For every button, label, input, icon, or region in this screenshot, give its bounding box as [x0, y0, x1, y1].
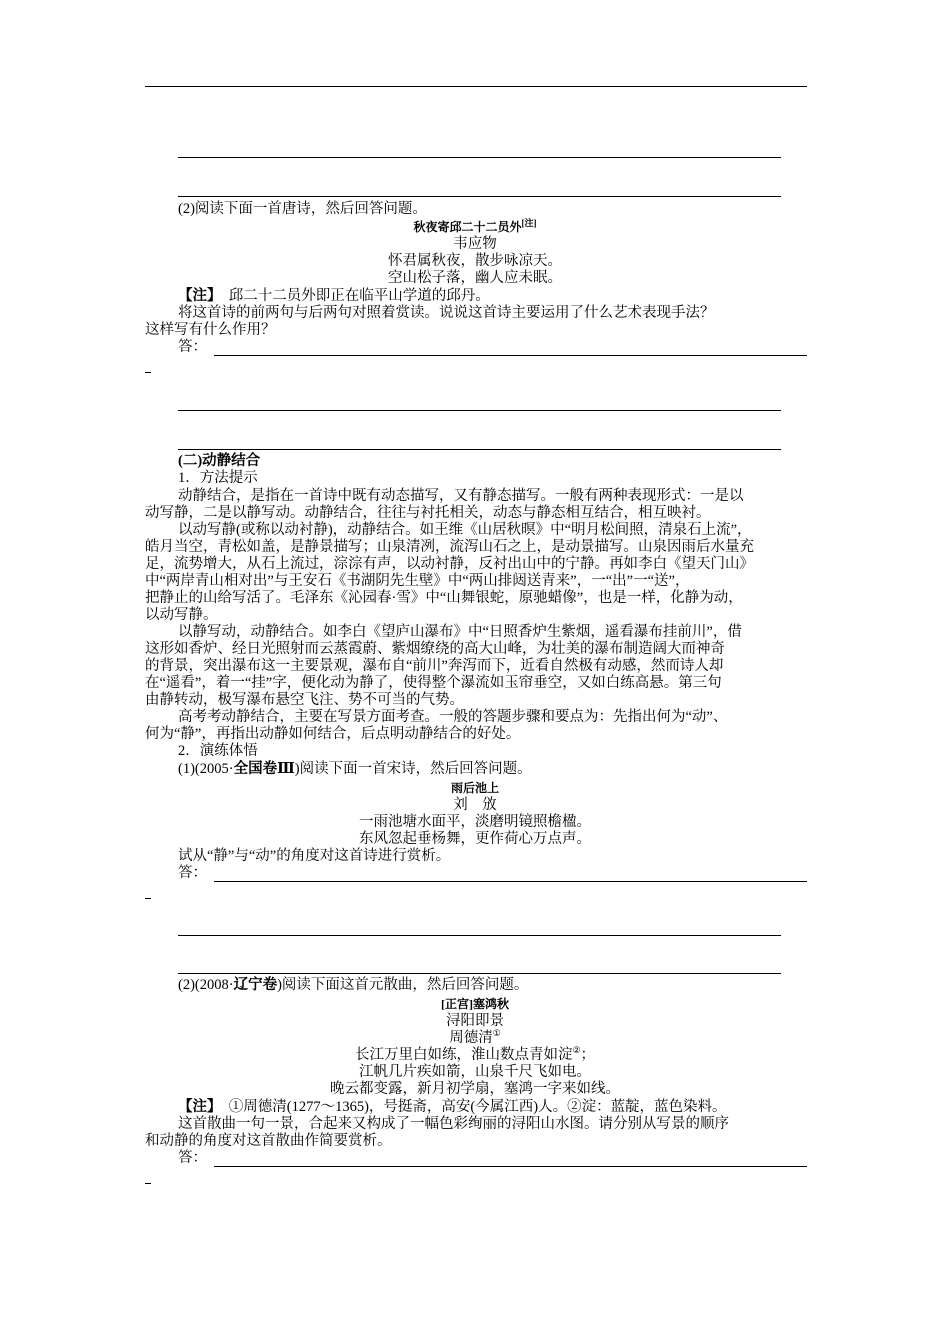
section-title: (二)动静结合 — [178, 453, 261, 469]
author-note: ① — [492, 1028, 501, 1039]
line-text: 长江万里白如练，淮山数点青如淀 — [354, 1047, 573, 1063]
q-suffix: )阅读下面一首宋诗，然后回答问题。 — [294, 761, 532, 777]
question-label — [178, 761, 532, 778]
para-line: 动静结合，是指在一首诗中既有动态描写，又有静态描写。一般有两种表现形式：一是以 — [178, 488, 744, 504]
para-line: 在“遥看”，着一“挂”字，便化动为静了，使得整个瀑流如玉帘垂空，又如白练高悬。第三句 — [145, 675, 722, 691]
answer-label: 答： — [178, 865, 207, 881]
question-prompt: 将这首诗的前两句与后两句对照着赏读。说说这首诗主要运用了什么艺术表现手法？ — [178, 305, 715, 321]
line-note: ② — [572, 1045, 581, 1056]
poem-title: 浔阳即景 — [446, 1013, 504, 1029]
subsection-title: 2．演练体悟 — [178, 743, 258, 759]
para-line: 足，流势增大，从石上流过，淙淙有声，以动衬静，反衬出山中的宁静。再如李白《望天门山》 — [145, 556, 754, 572]
para-line: 由静转动，极写瀑布悬空飞注、势不可当的气势。 — [145, 692, 464, 708]
answer-line[interactable] — [214, 1166, 807, 1167]
poem-title: 雨后池上 — [450, 781, 499, 795]
answer-line[interactable] — [214, 881, 807, 882]
subsection-title: 1．方法提示 — [178, 470, 258, 486]
answer-line — [178, 196, 781, 197]
line-end-dash — [145, 898, 151, 899]
question-prompt: 和动静的角度对这首散曲作简要赏析。 — [145, 1133, 392, 1149]
question-prompt: 这样写有什么作用？ — [145, 322, 276, 338]
para-line: 以动写静(或称以动衬静)，动静结合。如王维《山居秋暝》中“明月松间照，清泉石上流”， — [178, 522, 752, 538]
poem-line: 晚云都变露，新月初学扇，塞鸿一字来如线。 — [330, 1081, 620, 1097]
poem-line — [145, 1047, 805, 1064]
q-prefix: (1)(2005· — [178, 761, 234, 777]
poem-author: 刘 攽 — [453, 797, 497, 813]
answer-line[interactable] — [214, 355, 807, 356]
para-line: 何为“静”，再指出动静如何结合，后点明动静结合的好处。 — [145, 726, 521, 742]
answer-line[interactable] — [178, 410, 781, 411]
answer-line[interactable] — [178, 973, 781, 974]
poem-title-text: 秋夜寄邱二十二员外 — [413, 220, 522, 234]
poem-line: 东风忽起垂杨舞，更作荷心万点声。 — [359, 831, 591, 847]
poem-note — [178, 1099, 727, 1116]
q-source: 全国卷Ⅲ — [233, 761, 295, 777]
poem-note — [178, 288, 490, 305]
poem-title — [145, 219, 805, 236]
para-line: 把静止的山给写活了。毛泽东《沁园春·雪》中“山舞银蛇，原驰蜡像”，也是一样，化静为动， — [145, 590, 743, 606]
answer-line[interactable] — [178, 935, 781, 936]
header-rule — [145, 86, 807, 87]
para-line: 这形如香炉、经日光照射而云蒸霞蔚、紫烟缭绕的高大山峰，为壮美的瀑布制造阔大而神奇 — [145, 641, 725, 657]
note-tag: 【注】 — [178, 288, 222, 304]
note-tag: 【注】 — [178, 1099, 222, 1115]
para-line: 以动写静。 — [145, 607, 218, 623]
question-prompt: 试从“静”与“动”的角度对这首诗进行赏析。 — [178, 848, 451, 864]
poem-line: 空山松子落，幽人应未眠。 — [388, 270, 562, 286]
note-text: 邱二十二员外即正在临平山学道的邱丹。 — [228, 288, 490, 304]
poem-line: 江帆几片疾如箭，山泉千尺飞如电。 — [359, 1064, 591, 1080]
question-prompt: 这首散曲一句一景，合起来又构成了一幅色彩绚丽的浔阳山水图。请分别从写景的顺序 — [178, 1116, 729, 1132]
note-text: ①周德清(1277～1365)，号挺斋，高安(今属江西)人。②淀：蓝靛，蓝色染料。 — [228, 1099, 727, 1115]
para-line: 的背景，突出瀑布这一主要景观，瀑布自“前川”奔泻而下，近看自然极有动感，然而诗人却 — [145, 658, 724, 674]
question-label — [178, 977, 528, 994]
poem-author — [145, 1030, 805, 1047]
para-line: 中“两岸青山相对出”与王安石《书湖阴先生壁》中“两山排闼送青来”，一“出”一“送”， — [145, 573, 690, 589]
poem-line: 怀君属秋夜，散步咏凉天。 — [388, 253, 562, 269]
poem-line: 一雨池塘水面平，淡磨明镜照檐楹。 — [359, 814, 591, 830]
answer-line[interactable] — [178, 449, 781, 450]
q-suffix: )阅读下面这首元散曲，然后回答问题。 — [277, 977, 529, 993]
para-line: 以静写动，动静结合。如李白《望庐山瀑布》中“日照香炉生紫烟，遥看瀑布挂前川”，借 — [178, 624, 742, 640]
line-end: ； — [580, 1047, 596, 1063]
para-line: 动写静，二是以静写动。动静结合，往往与衬托相关，动态与静态相互结合，相互映衬。 — [145, 505, 711, 521]
para-line: 皓月当空，青松如盖，是静景描写；山泉清冽，流泻山石之上，是动景描写。山泉因雨后水量充 — [145, 539, 754, 555]
poem-author: 韦应物 — [453, 236, 497, 252]
answer-line — [178, 157, 781, 158]
para-line: 高考考动静结合，主要在写景方面考查。一般的答题步骤和要点为：先指出何为“动”、 — [178, 709, 728, 725]
poem-title-note: [注] — [521, 218, 537, 228]
q-prefix: (2)(2008· — [178, 977, 234, 993]
q-source: 辽宁卷 — [233, 977, 278, 993]
line-end-dash — [145, 1183, 151, 1184]
line-end-dash — [145, 372, 151, 373]
question-label: (2)阅读下面一首唐诗，然后回答问题。 — [178, 201, 427, 217]
author-name: 周德清 — [449, 1030, 493, 1046]
answer-label: 答： — [178, 1150, 207, 1166]
poem-tune: [正宫]塞鸿秋 — [441, 997, 509, 1011]
answer-label: 答： — [178, 339, 207, 355]
